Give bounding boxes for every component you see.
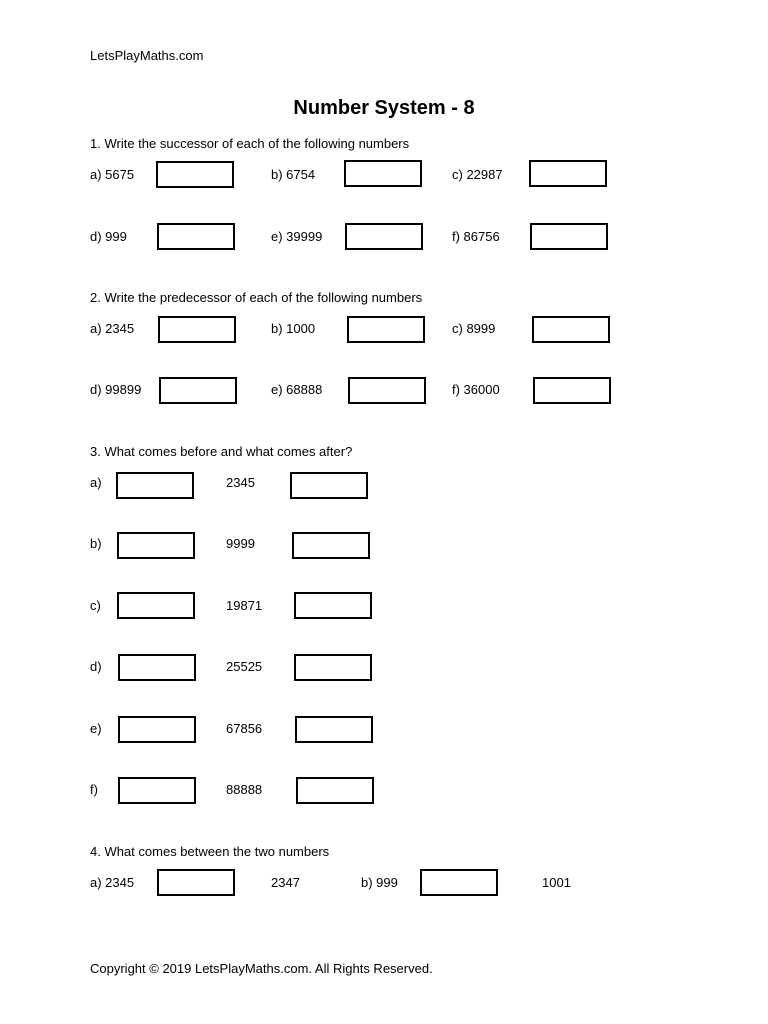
q2-item-a: a) 2345 <box>90 321 135 336</box>
q2-answer-box-d[interactable] <box>159 377 237 404</box>
q3-label-a: a) <box>90 475 102 490</box>
q3-after-box-f[interactable] <box>296 777 374 804</box>
q3-label-d: d) <box>90 659 102 674</box>
q3-number-c: 19871 <box>226 598 263 613</box>
q2-item-f: f) 36000 <box>452 382 500 397</box>
q3-after-box-d[interactable] <box>294 654 372 681</box>
q3-number-a: 2345 <box>226 475 255 490</box>
q3-before-box-a[interactable] <box>116 472 194 499</box>
q2-answer-box-e[interactable] <box>348 377 426 404</box>
q3-label-c: c) <box>90 598 101 613</box>
site-name: LetsPlayMaths.com <box>90 48 204 63</box>
q1-item-a: a) 5675 <box>90 167 135 182</box>
copyright-footer: Copyright © 2019 LetsPlayMaths.com. All Rights Reserved. <box>90 961 433 976</box>
q4-a-first-number: a) 2345 <box>90 875 135 890</box>
question-3-prompt: 3. What comes before and what comes after? <box>90 444 353 459</box>
q3-number-f: 88888 <box>226 782 263 797</box>
q3-before-box-e[interactable] <box>118 716 196 743</box>
question-1-prompt: 1. Write the successor of each of the following numbers <box>90 136 410 151</box>
q3-before-box-d[interactable] <box>118 654 196 681</box>
q4-a-second-number: 2347 <box>271 875 300 890</box>
q3-after-box-a[interactable] <box>290 472 368 499</box>
q1-item-e: e) 39999 <box>271 229 323 244</box>
q3-before-box-c[interactable] <box>117 592 195 619</box>
q3-label-f: f) <box>90 782 98 797</box>
q2-answer-box-b[interactable] <box>347 316 425 343</box>
q1-answer-box-c[interactable] <box>529 160 607 187</box>
q3-number-e: 67856 <box>226 721 263 736</box>
q3-after-box-b[interactable] <box>292 532 370 559</box>
q3-label-b: b) <box>90 536 102 551</box>
q4-answer-box-a[interactable] <box>157 869 235 896</box>
q2-item-d: d) 99899 <box>90 382 142 397</box>
q1-answer-box-f[interactable] <box>530 223 608 250</box>
q3-before-box-b[interactable] <box>117 532 195 559</box>
question-4-prompt: 4. What comes between the two numbers <box>90 844 330 859</box>
question-2-prompt: 2. Write the predecessor of each of the following numbers <box>90 290 423 305</box>
page-title: Number System - 8 <box>293 97 475 119</box>
q1-answer-box-d[interactable] <box>157 223 235 250</box>
q4-answer-box-b[interactable] <box>420 869 498 896</box>
q1-item-c: c) 22987 <box>452 167 503 182</box>
q1-answer-box-e[interactable] <box>345 223 423 250</box>
q3-label-e: e) <box>90 721 102 736</box>
q4-b-second-number: 1001 <box>542 875 571 890</box>
q2-answer-box-a[interactable] <box>158 316 236 343</box>
q2-answer-box-c[interactable] <box>532 316 610 343</box>
q3-before-box-f[interactable] <box>118 777 196 804</box>
q3-after-box-e[interactable] <box>295 716 373 743</box>
q1-answer-box-b[interactable] <box>344 160 422 187</box>
q3-number-d: 25525 <box>226 659 263 674</box>
q2-item-b: b) 1000 <box>271 321 316 336</box>
q4-b-first-number: b) 999 <box>361 875 398 890</box>
q1-item-f: f) 86756 <box>452 229 500 244</box>
q1-item-d: d) 999 <box>90 229 127 244</box>
q2-answer-box-f[interactable] <box>533 377 611 404</box>
q1-item-b: b) 6754 <box>271 167 316 182</box>
q3-after-box-c[interactable] <box>294 592 372 619</box>
q2-item-c: c) 8999 <box>452 321 496 336</box>
q3-number-b: 9999 <box>226 536 255 551</box>
q2-item-e: e) 68888 <box>271 382 323 397</box>
q1-answer-box-a[interactable] <box>156 161 234 188</box>
